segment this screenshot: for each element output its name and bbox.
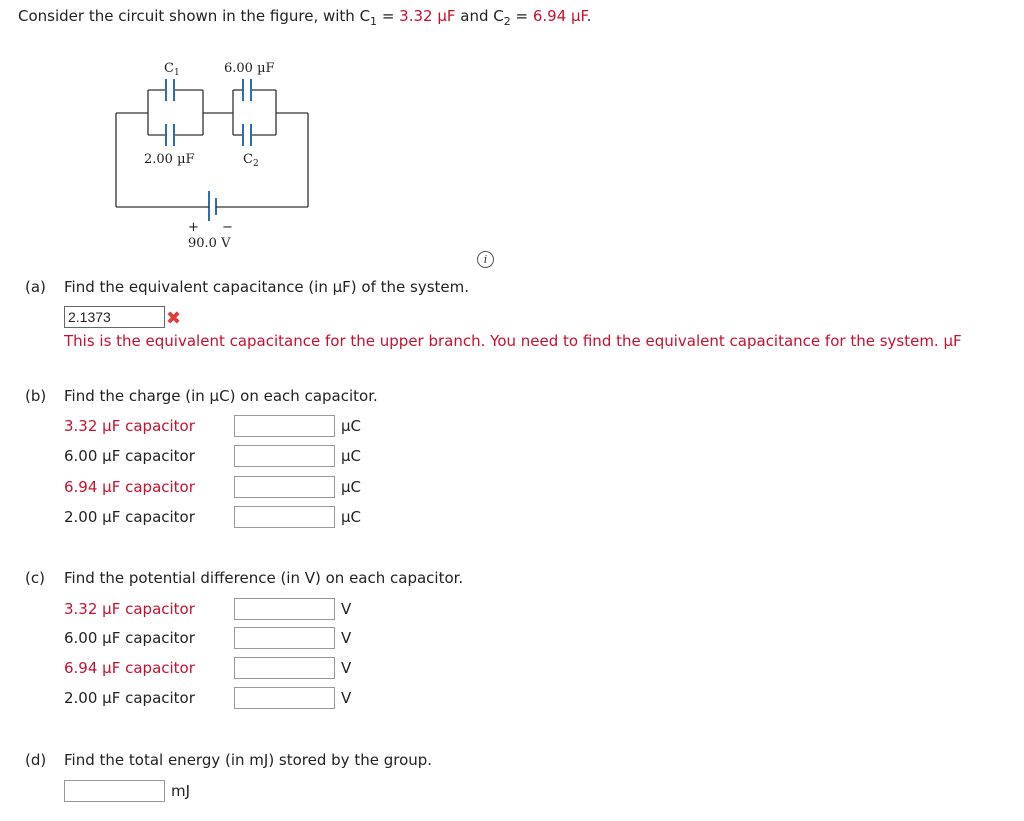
part-c-row-1-unit: V <box>341 600 352 618</box>
incorrect-x-icon: ✖ <box>166 308 182 329</box>
part-d-question: Find the total energy (in mJ) stored by the group. <box>64 751 433 769</box>
part-a-answer-input[interactable] <box>64 306 165 328</box>
part-c-row-1-label: 3.32 µF capacitor <box>64 600 195 618</box>
part-b-row-2-label: 6.00 µF capacitor <box>64 447 195 465</box>
info-icon[interactable]: i <box>477 251 494 268</box>
part-b-row-3-label: 6.94 µF capacitor <box>64 478 195 496</box>
part-c-row-3-unit: V <box>341 659 352 677</box>
part-b-row-4-unit: µC <box>341 508 362 526</box>
part-a-feedback: This is the equivalent capacitance for the upper branch. You need to find the equivalent capacitance for the system. µF <box>64 332 962 350</box>
six-uf-label: 6.00 µF <box>224 61 275 76</box>
part-b-row-4-input[interactable] <box>234 506 335 528</box>
part-c-label: (c) <box>25 569 45 587</box>
part-b-row-1-label: 3.32 µF capacitor <box>64 417 195 435</box>
part-d-unit: mJ <box>171 782 191 800</box>
part-b-row-1-unit: µC <box>341 417 362 435</box>
c2-value: 6.94 µF <box>532 7 587 25</box>
battery-voltage-label: 90.0 V <box>188 236 231 251</box>
part-a-label: (a) <box>25 278 46 296</box>
part-b-row-3-input[interactable] <box>234 476 335 498</box>
part-b-question: Find the charge (in µC) on each capacitor. <box>64 387 378 405</box>
part-c-row-1-input[interactable] <box>234 598 335 620</box>
part-c-row-3-input[interactable] <box>234 657 335 679</box>
part-c-row-2-input[interactable] <box>234 627 335 649</box>
part-c-row-4-unit: V <box>341 689 352 707</box>
part-c-question: Find the potential difference (in V) on each capacitor. <box>64 569 464 587</box>
part-a-question: Find the equivalent capacitance (in µF) of the system. <box>64 278 470 296</box>
part-c-row-4-label: 2.00 µF capacitor <box>64 689 195 707</box>
part-d-label: (d) <box>25 751 47 769</box>
part-b-row-4-label: 2.00 µF capacitor <box>64 508 195 526</box>
part-b-label: (b) <box>25 387 47 405</box>
battery-plus: + <box>188 220 199 235</box>
part-c-row-4-input[interactable] <box>234 687 335 709</box>
c2-label: $C_2$ <box>243 152 259 169</box>
part-c-row-2-unit: V <box>341 629 352 647</box>
part-b-row-2-input[interactable] <box>234 445 335 467</box>
part-d-answer-input[interactable] <box>64 780 165 802</box>
part-b-row-1-input[interactable] <box>234 415 335 437</box>
part-b-row-2-unit: µC <box>341 447 362 465</box>
part-c-row-2-label: 6.00 µF capacitor <box>64 629 195 647</box>
part-c-row-3-label: 6.94 µF capacitor <box>64 659 195 677</box>
two-uf-label: 2.00 µF <box>144 152 195 167</box>
circuit-diagram <box>108 55 318 255</box>
part-b-row-3-unit: µC <box>341 478 362 496</box>
problem-statement: Consider the circuit shown in the figure, with $C_1 = 3.32$ µF and $C_2 = 6.94$ µF. <box>18 7 592 28</box>
c1-label: $C_1$ <box>164 61 180 78</box>
c1-value: 3.32 µF <box>399 7 456 25</box>
battery-minus: − <box>222 220 233 235</box>
